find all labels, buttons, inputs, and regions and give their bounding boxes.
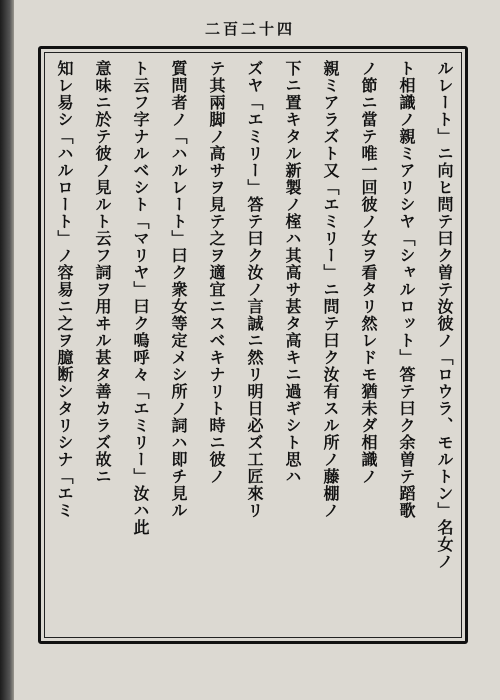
text-column: 下ニ置キタル新製ノ榁ハ其高サ甚タ高キニ過ギシト思ハ [283, 60, 302, 485]
text-body [52, 60, 456, 630]
text-column: ズヤ「エミリー」答テ曰ク汝ノ言誠ニ然リ明日必ズ工匠來リ [245, 60, 264, 519]
text-column: 意味ニ於テ彼ノ見ルト云フ詞ヲ用ヰル甚タ善カラズ故ニ [93, 60, 112, 485]
text-column: ノ節ニ當テ唯一回彼ノ女ヲ看タリ然レドモ猶未ダ相識ノ [359, 60, 378, 485]
text-column: 親ミアラズト又「エミリー」ニ問テ曰ク汝有スル所ノ藤棚ノ [321, 60, 340, 519]
text-column: ト相識ノ親ミアリシヤ「シャルロット」答テ曰ク余曽テ蹈歌 [397, 60, 416, 519]
page-number: 二百二十四 [204, 20, 295, 38]
text-column: テ其兩脚ノ高サヲ見テ之ヲ適宜ニスベキナリト時ニ彼ノ [207, 60, 226, 485]
text-column: ルレート」ニ向ヒ問テ曰ク曽テ汝彼ノ「ロウラ、モルトン」名女ノ [435, 60, 454, 570]
text-column: ト云フ字ナルベシト「マリヤ」曰ク嗚呼々「エミリー」汝ハ此 [131, 60, 150, 536]
text-column: 知レ易シ「ハルロート」ノ容易ニ之ヲ臆断シタリシナ「エミ [55, 60, 74, 519]
text-column: 質問者ノ「ハルレート」曰ク衆女等定メシ所ノ詞ハ即チ見ル [169, 60, 188, 519]
page-binding-shadow [0, 0, 14, 700]
